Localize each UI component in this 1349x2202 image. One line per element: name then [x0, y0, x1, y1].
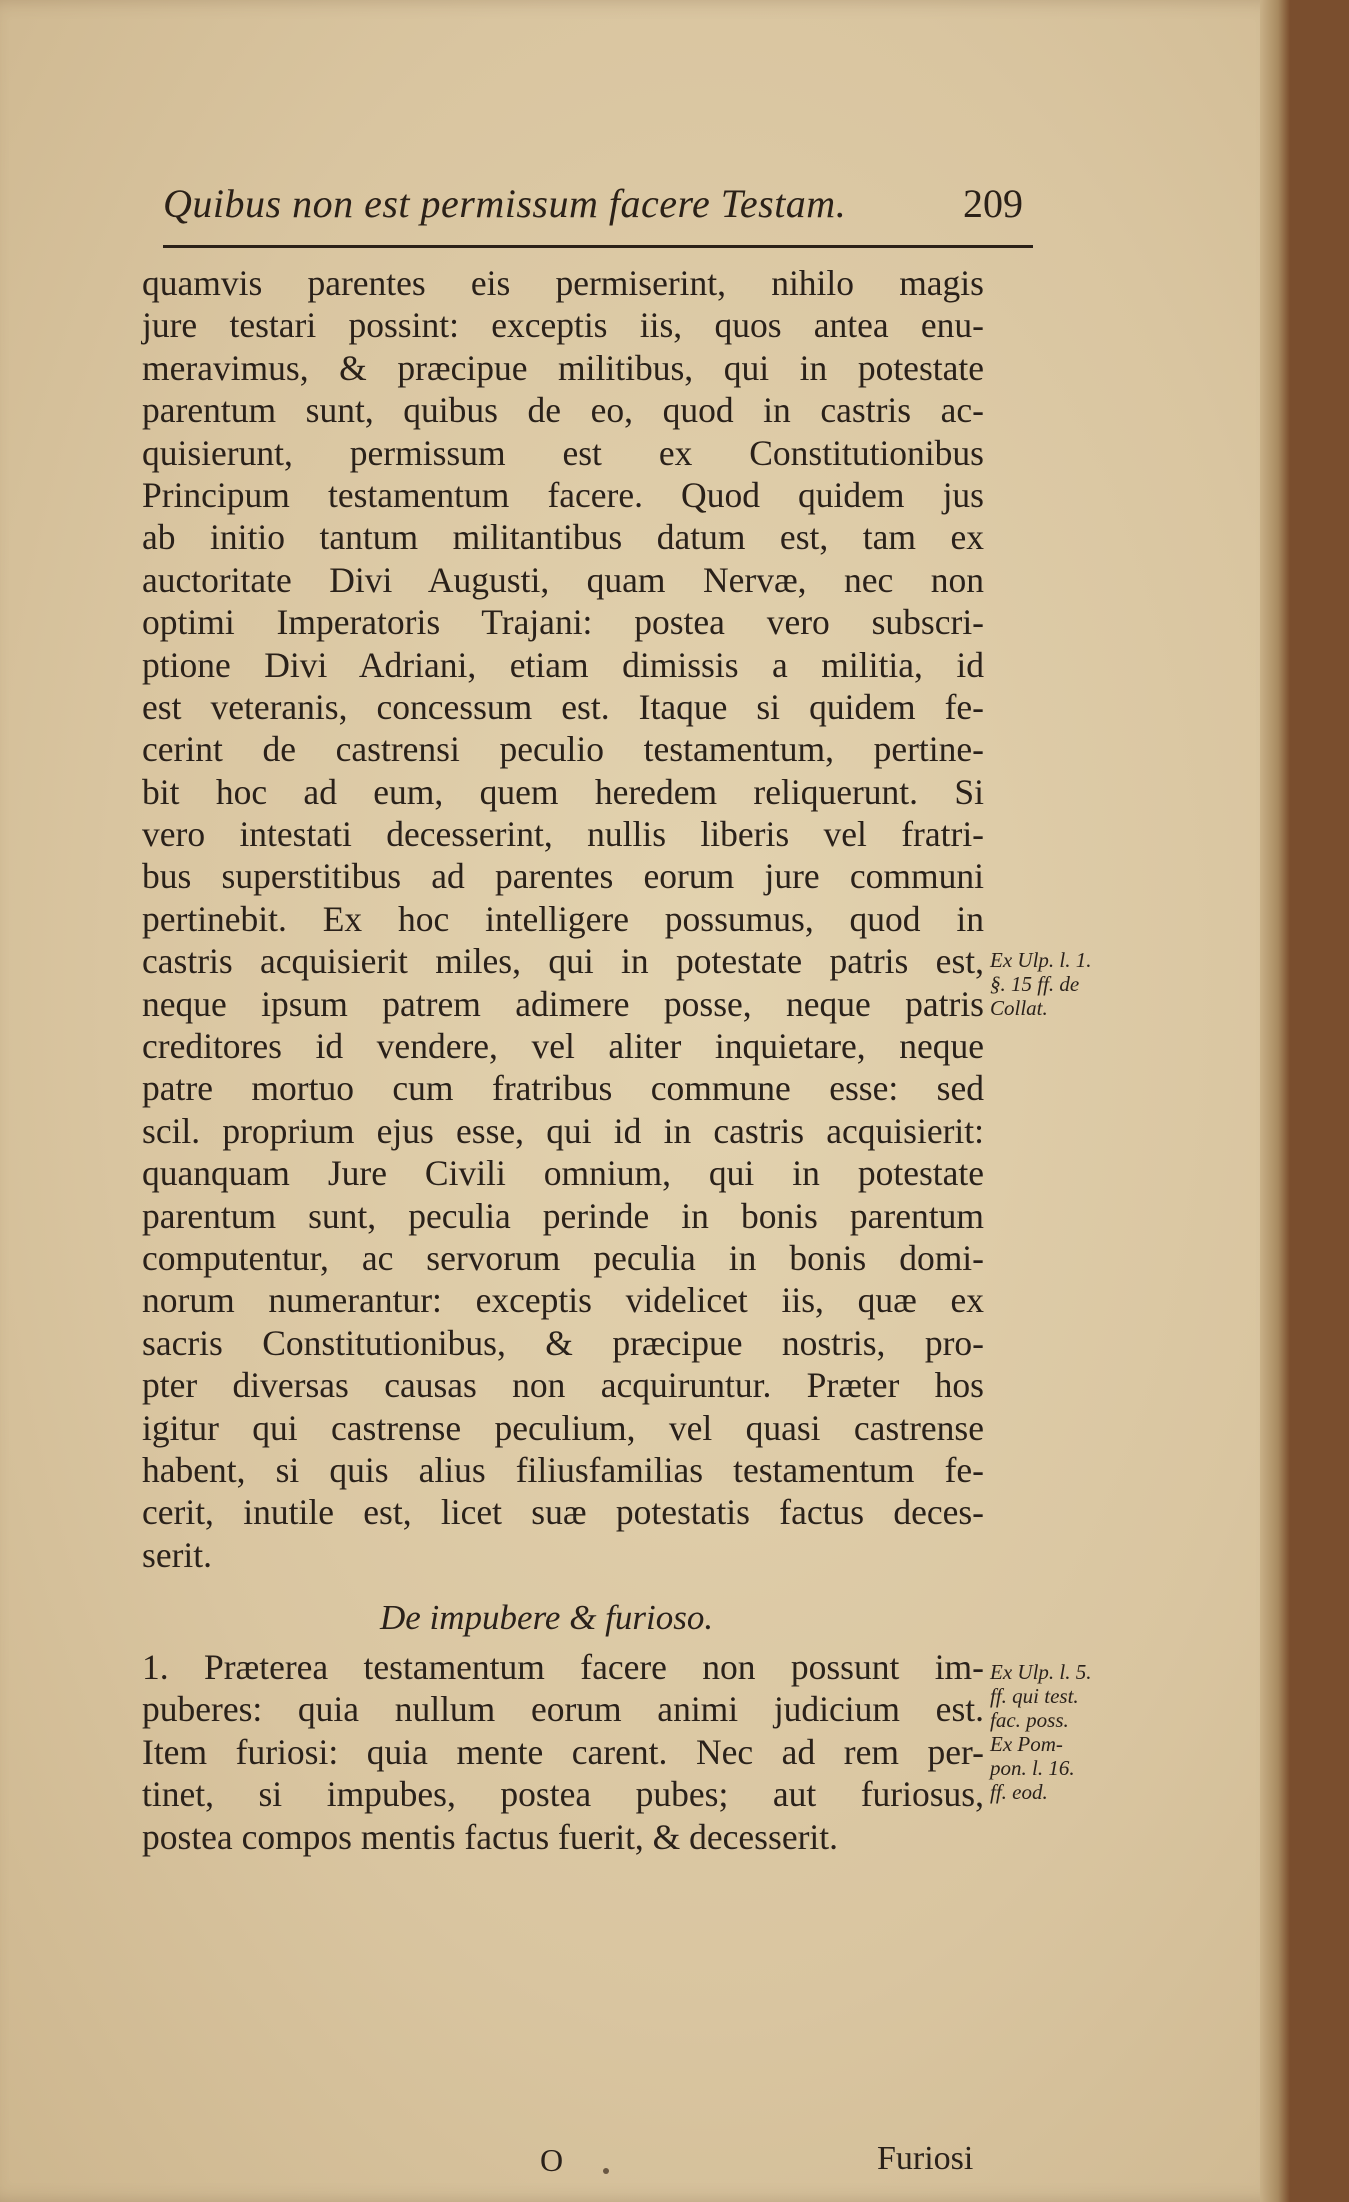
margin-note-line: Ex Pom- [990, 1732, 1063, 1756]
text-line: quisierunt, permissum est ex Constitutionibus [142, 432, 984, 473]
text-line: ptione Divi Adriani, etiam dimissis a militia, id [142, 644, 984, 685]
text-line: cerit, inutile est, licet suæ potestatis factus deces- [142, 1492, 984, 1533]
margin-note-line: ff. qui test. [990, 1684, 1079, 1708]
paragraph-main [142, 262, 984, 1576]
text-line: igitur qui castrense peculium, vel quasi castrense [142, 1407, 984, 1448]
text-line: creditores id vendere, vel aliter inquietare, neque [142, 1026, 984, 1067]
margin-note-line: fac. poss. [990, 1708, 1069, 1732]
margin-note-line: Collat. [990, 996, 1048, 1020]
text-line: scil. proprium ejus esse, qui id in castris acquisierit: [142, 1110, 984, 1151]
text-line: ab initio tantum militantibus datum est, tam ex [142, 517, 984, 558]
page-number: 209 [963, 181, 1023, 226]
text-line: auctoritate Divi Augusti, quam Nervæ, nec non [142, 559, 984, 600]
section-title: De impubere & furioso. [380, 1598, 714, 1637]
text-line: pertinebit. Ex hoc intelligere possumus, quod in [142, 898, 984, 939]
text-line: Item furiosi: quia mente carent. Nec ad rem per- [142, 1731, 984, 1772]
text-line: optimi Imperatoris Trajani: postea vero subscri- [142, 602, 984, 643]
margin-note-ulpian-collat [990, 948, 1091, 1020]
text-line: meravimus, & præcipue militibus, qui in potestate [142, 347, 984, 388]
margin-note-ulpian-pomponius [990, 1660, 1091, 1804]
text-line: quamvis parentes eis permiserint, nihilo magis [142, 263, 984, 303]
text-line: est veteranis, concessum est. Itaque si quidem fe- [142, 686, 984, 727]
text-line: puberes: quia nullum eorum animi judicium est. [142, 1689, 984, 1730]
text-line: serit. [142, 1534, 212, 1575]
header-rule [163, 245, 1033, 248]
text-line: neque ipsum patrem adimere posse, neque patris [142, 983, 984, 1024]
margin-note-line: Ex Ulp. l. 1. [990, 948, 1092, 972]
text-line: patre mortuo cum fratribus commune esse: sed [142, 1068, 984, 1109]
margin-note-line: Ex Ulp. l. 5. [990, 1660, 1092, 1684]
text-line: cerint de castrensi peculio testamentum, pertine- [142, 729, 984, 770]
paragraph-impubere [142, 1646, 984, 1858]
signature-mark: O [540, 2142, 564, 2178]
page-header [163, 180, 1023, 240]
page-gutter [1260, 0, 1290, 2202]
text-line: computentur, ac servorum peculia in bonis domi- [142, 1237, 984, 1278]
running-head: Quibus non est permissum facere Testam. [163, 181, 847, 226]
text-line: habent, si quis alius filiusfamilias testamentum fe- [142, 1449, 984, 1490]
catchword: Furiosi [877, 2140, 974, 2177]
text-line: bit hoc ad eum, quem heredem reliquerunt. Si [142, 771, 984, 812]
margin-note-line: pon. l. 16. [990, 1756, 1075, 1780]
text-line: norum numerantur: exceptis videlicet iis, quæ ex [142, 1280, 984, 1321]
text-line: 1. Præterea testamentum facere non possunt im- [142, 1647, 984, 1687]
text-line: parentum sunt, quibus de eo, quod in castris ac- [142, 390, 984, 431]
text-line: pter diversas causas non acquiruntur. Præter hos [142, 1365, 984, 1406]
text-line: Principum testamentum facere. Quod quidem jus [142, 474, 984, 515]
margin-note-line: ff. eod. [990, 1780, 1048, 1804]
text-line: quanquam Jure Civili omnium, qui in potestate [142, 1153, 984, 1194]
text-line: parentum sunt, peculia perinde in bonis parentum [142, 1195, 984, 1236]
text-line: castris acquisierit miles, qui in potestate patris est, [142, 941, 984, 982]
text-line: sacris Constitutionibus, & præcipue nostris, pro- [142, 1322, 984, 1363]
text-line: vero intestati decesserint, nullis liberis vel fratri- [142, 814, 984, 855]
text-line: postea compos mentis factus fuerit, & decesserit. [142, 1816, 838, 1857]
margin-note-line: §. 15 ff. de [990, 972, 1080, 996]
ink-speck [603, 2168, 609, 2174]
text-line: tinet, si impubes, postea pubes; aut furiosus, [142, 1774, 984, 1815]
text-line: bus superstitibus ad parentes eorum jure communi [142, 856, 984, 897]
text-line: jure testari possint: exceptis iis, quos antea enu- [142, 305, 984, 346]
